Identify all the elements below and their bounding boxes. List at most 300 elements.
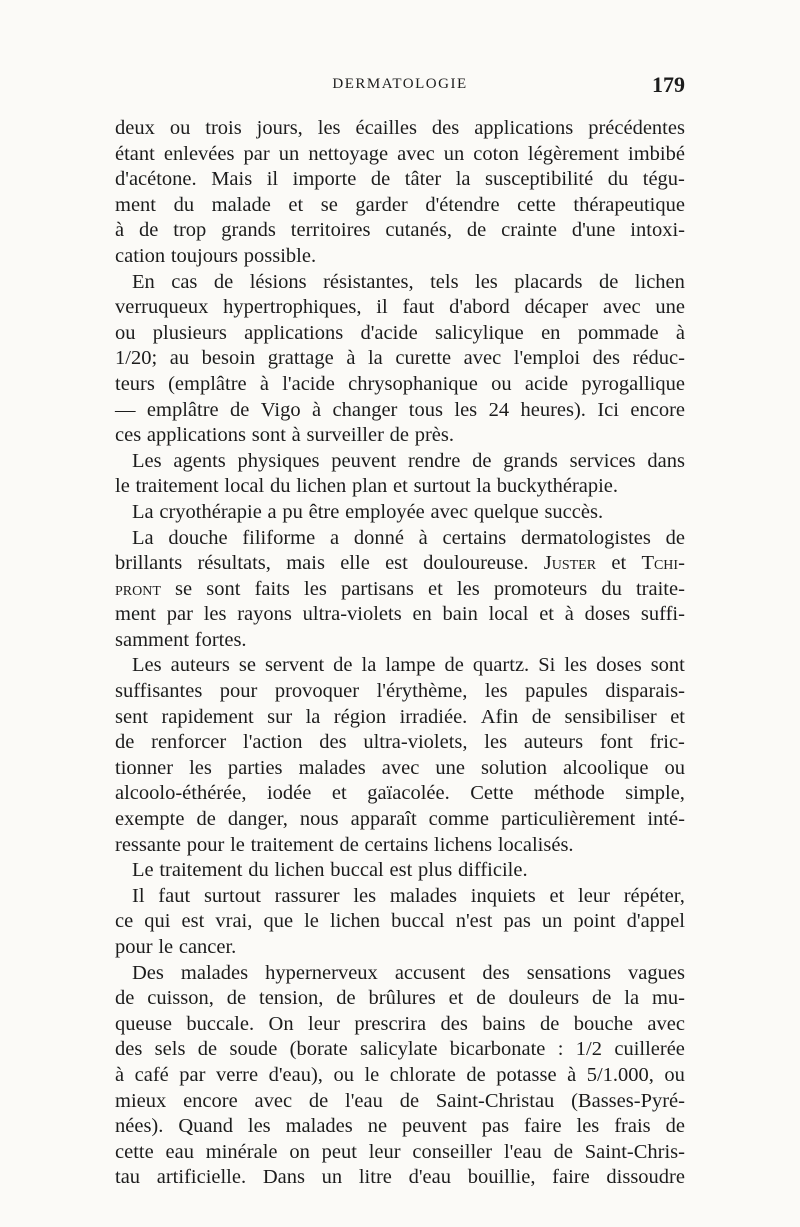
word: —	[115, 398, 136, 421]
word: et	[448, 987, 464, 1010]
word: grattage	[267, 347, 334, 370]
word: 5/1.000,	[586, 1063, 654, 1086]
word: la	[367, 347, 383, 370]
word: d'une	[571, 219, 616, 242]
word: l'eau	[345, 1089, 383, 1112]
word: les	[304, 577, 327, 600]
word: iodée	[266, 782, 312, 805]
word: soude	[229, 1038, 278, 1061]
text-line	[115, 1165, 685, 1191]
text-line	[115, 218, 685, 244]
word: Dans	[262, 1166, 305, 1189]
word: auteurs	[523, 731, 584, 754]
word: cation	[115, 244, 166, 267]
word: et	[288, 193, 304, 216]
word: imbibé	[628, 142, 685, 165]
word: agents	[173, 449, 226, 472]
word: 24	[488, 398, 510, 421]
word: une	[435, 756, 465, 779]
word: de	[592, 987, 612, 1010]
word: des	[592, 347, 620, 370]
word: surtout	[203, 884, 261, 907]
word: cette	[517, 193, 556, 216]
word: ressante	[115, 833, 182, 856]
word: lésions	[249, 270, 307, 293]
word: la	[624, 987, 640, 1010]
word: faut	[158, 884, 191, 907]
word: sont	[251, 424, 286, 447]
text-line	[115, 781, 685, 807]
word: malades	[180, 961, 249, 984]
word: ce	[115, 910, 134, 933]
word: mieux	[115, 1089, 167, 1112]
word: au	[169, 347, 190, 370]
word: ultra-violets	[302, 603, 402, 626]
word: précédentes	[588, 117, 685, 139]
word: dans	[647, 449, 685, 472]
word: faits	[254, 577, 290, 600]
text-line	[115, 500, 685, 526]
word: chrysophanique	[348, 372, 478, 395]
text-line	[115, 1089, 685, 1115]
word: les	[454, 398, 478, 421]
word: emplâtre	[146, 398, 219, 421]
text-line	[115, 1037, 685, 1063]
word: trois	[205, 117, 242, 139]
word: les	[247, 1115, 271, 1138]
word: leur	[368, 1140, 401, 1163]
word: avec	[254, 1089, 293, 1112]
word: cuisson,	[147, 987, 214, 1010]
word: lampe	[385, 654, 436, 677]
word: danger,	[227, 808, 288, 831]
word: des	[319, 731, 347, 754]
word: près.	[414, 424, 455, 447]
word: à	[418, 526, 428, 549]
text-line	[115, 577, 685, 603]
word: de	[139, 219, 159, 242]
word: coton	[473, 142, 519, 165]
word: intoxi-	[630, 219, 685, 242]
word: se	[238, 654, 256, 677]
word: de	[308, 1089, 329, 1112]
word: malades	[389, 884, 458, 907]
word: être	[308, 500, 340, 523]
word: une	[655, 296, 685, 319]
word: En	[132, 270, 155, 293]
word: faut	[402, 296, 435, 319]
word: à	[115, 1063, 125, 1086]
word: avec	[603, 296, 641, 319]
word: trop	[173, 219, 207, 242]
word: verre	[215, 1063, 259, 1086]
word: les	[456, 577, 480, 600]
word: alcoolique	[563, 756, 649, 779]
text-line	[115, 270, 685, 296]
word: de	[389, 424, 409, 447]
word: heures).	[520, 398, 586, 421]
text-line	[115, 858, 685, 884]
word: ces	[115, 424, 142, 447]
word: les	[475, 270, 498, 293]
word: région	[333, 705, 387, 728]
word: avec	[430, 500, 469, 523]
word: les	[353, 884, 377, 907]
word: peuvent	[401, 1115, 467, 1138]
word: pront	[115, 577, 161, 600]
word: avec	[397, 142, 435, 165]
word: nettoyage	[308, 142, 389, 165]
word: ou	[115, 321, 136, 344]
word: surveiller	[306, 424, 384, 447]
word: applications	[474, 117, 574, 139]
text-line	[115, 884, 685, 910]
word: crainte	[501, 219, 557, 242]
word: de	[197, 1038, 218, 1061]
word: de	[336, 987, 356, 1010]
word: particulièrement	[501, 808, 636, 831]
word: bain	[442, 603, 478, 626]
word: il	[376, 296, 388, 319]
word: hypernerveux	[265, 961, 378, 984]
word: répéter,	[623, 884, 685, 907]
text-line	[115, 1140, 685, 1166]
word: et	[670, 705, 685, 728]
word: et	[393, 475, 408, 498]
word: territoires	[290, 219, 371, 242]
word: de	[553, 1140, 573, 1163]
word: solution	[480, 756, 548, 779]
word: par	[179, 1063, 206, 1086]
word: possible.	[243, 244, 317, 267]
word: buccal	[391, 910, 445, 933]
word: verruqueux	[115, 296, 209, 319]
word: des	[431, 117, 460, 139]
word: l'emploi	[513, 347, 581, 370]
text-line	[115, 909, 685, 935]
word: de	[598, 270, 619, 293]
word: les	[203, 603, 227, 626]
text-line	[115, 142, 685, 168]
word: buccal	[330, 859, 384, 882]
word: d'étendre	[425, 193, 500, 216]
text-line	[115, 449, 685, 475]
word: par	[243, 142, 270, 165]
word: faire	[524, 1115, 562, 1138]
word: lichens	[434, 833, 493, 856]
word: La	[132, 526, 154, 549]
word: certains	[442, 526, 507, 549]
word: de	[370, 168, 391, 191]
word: les	[576, 1115, 600, 1138]
word: à	[115, 219, 125, 242]
word: 1/2	[575, 1038, 602, 1061]
word: du	[269, 475, 291, 498]
word: Des	[132, 961, 164, 984]
word: d'eau	[408, 1166, 451, 1189]
word: encore	[183, 1089, 238, 1112]
word: pyrogallique	[581, 372, 685, 395]
text-line	[115, 167, 685, 193]
word: accusent	[394, 961, 466, 984]
word: traitement	[135, 475, 219, 498]
word: Saint-Christau	[435, 1089, 555, 1112]
word: elle	[340, 552, 370, 575]
text-line	[115, 398, 685, 424]
word: ment	[115, 603, 156, 626]
word: tégu-	[642, 168, 685, 191]
word: les	[189, 756, 212, 779]
word: ne	[367, 1115, 388, 1138]
word: plus	[418, 859, 453, 882]
word: cryothérapie	[159, 500, 262, 523]
word: l'acide	[282, 372, 335, 395]
word: local	[488, 603, 529, 626]
word: services	[569, 449, 636, 472]
word: on	[289, 1140, 310, 1163]
word: malades	[298, 756, 366, 779]
word: tâter	[404, 168, 442, 191]
word: Les	[132, 449, 162, 472]
word: a	[329, 526, 340, 549]
word: à	[567, 1063, 577, 1086]
word: de	[213, 270, 234, 293]
text-line	[115, 193, 685, 219]
word: légèrement	[527, 142, 619, 165]
word: faire	[552, 1166, 590, 1189]
word: litre	[358, 1166, 392, 1189]
word: a	[267, 500, 277, 523]
word: dermatologistes	[521, 526, 651, 549]
word: toujours	[170, 244, 239, 267]
word: de	[339, 833, 359, 856]
word: bouche	[573, 1012, 633, 1035]
word: se	[175, 577, 193, 600]
word: sensations	[526, 961, 612, 984]
word: nées).	[115, 1115, 164, 1138]
word: les	[484, 731, 508, 754]
word: le	[304, 910, 319, 933]
word: tels	[430, 270, 459, 293]
word: Saint-Chris-	[584, 1140, 685, 1163]
text-line	[115, 1012, 685, 1038]
word: traitement	[250, 833, 334, 856]
word: irradiée.	[399, 705, 468, 728]
word: à	[346, 347, 356, 370]
word: d'abord	[449, 296, 510, 319]
word: le	[115, 475, 130, 498]
word: sur	[267, 705, 293, 728]
text-line	[115, 961, 685, 987]
word: malade	[211, 193, 271, 216]
word: par	[166, 603, 193, 626]
word: jours,	[256, 117, 303, 139]
word: filiforme	[242, 526, 316, 549]
text-line	[115, 833, 685, 859]
word: de	[399, 1089, 420, 1112]
word: cancer.	[178, 936, 237, 958]
word: quelque	[473, 500, 539, 523]
word: fortes.	[194, 628, 247, 651]
word: local	[224, 475, 265, 498]
word: applications	[244, 321, 344, 344]
word: inté-	[647, 808, 685, 831]
word: apparaît	[350, 808, 417, 831]
word: curette	[395, 347, 452, 370]
word: localisés.	[497, 833, 574, 856]
word: pour	[186, 833, 225, 856]
word: buccale.	[186, 1012, 255, 1035]
text-line	[115, 1063, 685, 1089]
word: pour	[115, 936, 153, 958]
text-line	[115, 628, 685, 654]
word: est	[181, 910, 205, 933]
word: à	[564, 603, 574, 626]
word: d'acide	[360, 321, 418, 344]
text-line	[115, 935, 685, 961]
word: donné	[353, 526, 404, 549]
word: le	[158, 936, 174, 958]
word: suffisantes	[115, 680, 203, 703]
word: Mais	[211, 168, 253, 191]
word: de	[476, 987, 496, 1010]
word: enlevées	[163, 142, 235, 165]
word: cutanés,	[385, 219, 452, 242]
word: encore	[630, 398, 685, 421]
word: promoteurs	[493, 577, 588, 600]
word: du	[607, 168, 629, 191]
word: dissoudre	[606, 1166, 685, 1189]
word: lichen	[634, 270, 685, 293]
word: n'est	[455, 910, 493, 933]
word: traitement	[159, 859, 243, 882]
word: salicylique	[434, 321, 524, 344]
text-line	[115, 346, 685, 372]
word: des	[440, 1012, 468, 1035]
word: est	[385, 552, 408, 575]
word: il	[266, 168, 279, 191]
word: et	[611, 552, 627, 575]
text-line	[115, 807, 685, 833]
word: de	[466, 1063, 486, 1086]
word: avec	[381, 756, 420, 779]
word: eau	[165, 1140, 194, 1163]
word: tionner	[115, 756, 174, 779]
word: conseiller	[412, 1140, 493, 1163]
word: rassurer	[274, 884, 340, 907]
word: thérapeutique	[573, 193, 685, 216]
word: grands	[503, 449, 558, 472]
word: des	[115, 1038, 143, 1061]
word: quartz.	[472, 654, 530, 677]
word: sont	[206, 577, 241, 600]
text-line	[115, 1114, 685, 1140]
word: mu-	[651, 987, 685, 1010]
word: chlorate	[389, 1063, 456, 1086]
word: provoquer	[274, 680, 360, 703]
word: bains	[482, 1012, 526, 1035]
word: succès.	[544, 500, 604, 523]
word: grands	[221, 219, 276, 242]
word: nous	[299, 808, 339, 831]
word: traite-	[635, 577, 685, 600]
word: fric-	[649, 731, 685, 754]
word: de	[665, 526, 685, 549]
text-line	[115, 679, 685, 705]
word: comme	[428, 808, 489, 831]
word: rendre	[407, 449, 461, 472]
word: sensibiliser	[564, 705, 657, 728]
word: suffi-	[640, 603, 685, 626]
word: que	[263, 910, 294, 933]
word: bouillie,	[467, 1166, 536, 1189]
running-head: DERMATOLOGIE	[332, 76, 468, 92]
word: deux	[115, 117, 155, 139]
word: en	[541, 321, 561, 344]
word: malades	[285, 1115, 353, 1138]
word: de	[196, 808, 216, 831]
word: bicarbonate	[449, 1038, 546, 1061]
word: écailles	[355, 117, 417, 139]
word: pommade	[577, 321, 659, 344]
word: avec	[647, 1012, 685, 1035]
word: douche	[168, 526, 228, 549]
text-line	[115, 551, 685, 577]
word: de	[115, 987, 135, 1010]
word: douleurs	[508, 987, 580, 1010]
word: la	[476, 475, 492, 498]
word: vrai,	[215, 910, 253, 933]
word: et	[331, 782, 347, 805]
word: le	[364, 1063, 380, 1086]
word: café	[134, 1063, 169, 1086]
word: Vigo	[260, 398, 301, 421]
text-line	[115, 756, 685, 782]
word: applications	[146, 424, 246, 447]
word: ou	[333, 1063, 354, 1086]
text-line	[115, 321, 685, 347]
word: leur	[578, 884, 610, 907]
word: douloureuse.	[423, 552, 529, 575]
word: acide	[524, 372, 569, 395]
text-line	[115, 730, 685, 756]
word: physiques	[237, 449, 320, 472]
word: plusieurs	[152, 321, 227, 344]
word: exempte	[115, 808, 185, 831]
word: de	[444, 654, 464, 677]
word: parties	[227, 756, 283, 779]
text-line	[115, 474, 685, 500]
text-line	[115, 372, 685, 398]
word: pas	[481, 1115, 510, 1138]
word: tous	[408, 398, 443, 421]
word: auteurs	[170, 654, 230, 677]
word: pour	[219, 680, 258, 703]
word: On	[268, 1012, 294, 1035]
word: rayons	[237, 603, 292, 626]
word: les	[317, 117, 341, 139]
word: samment	[115, 628, 190, 651]
word: ou	[664, 756, 685, 779]
word: Le	[132, 859, 154, 882]
word: un	[443, 142, 465, 165]
word: l'eau	[503, 1140, 542, 1163]
word: Il	[132, 884, 145, 907]
word: papules	[525, 680, 588, 703]
word: gaïacolée.	[367, 782, 450, 805]
word: l'action	[243, 731, 303, 754]
text-line	[115, 602, 685, 628]
